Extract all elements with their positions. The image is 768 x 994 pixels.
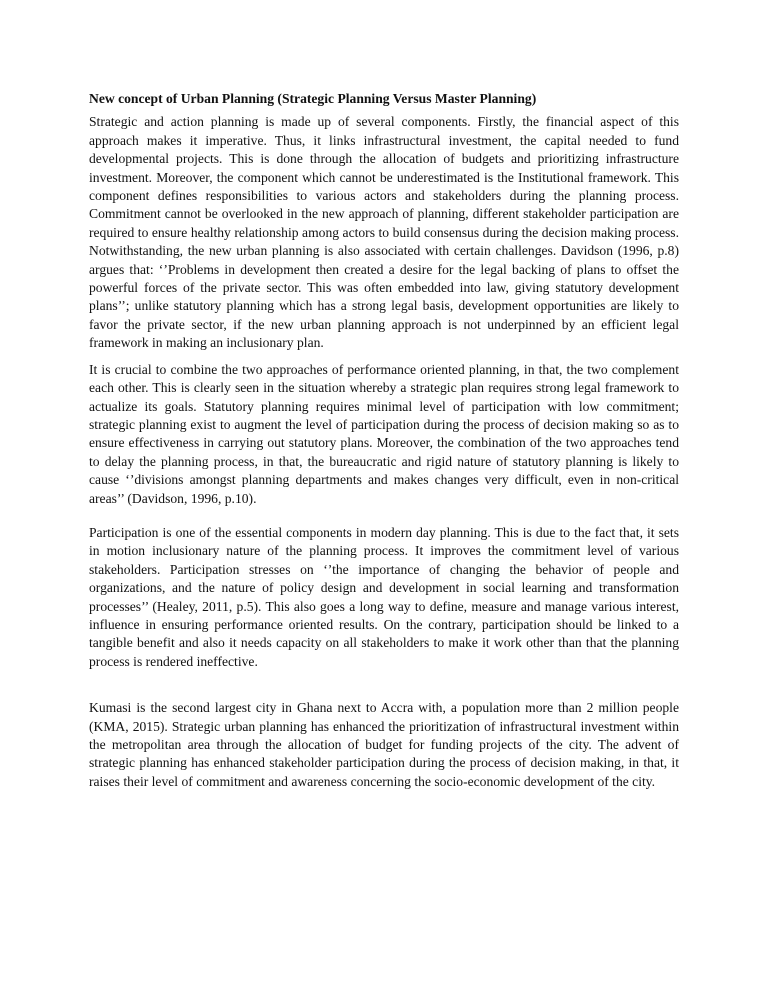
paragraph-kumasi: Kumasi is the second largest city in Ghana next to Accra with, a population more than 2 million people (KMA, 2015). Strategic urban planning has enhanced the prioritization of infrastructural investment within the metropolitan area through the allocation of budget for funding projects of the city. The advent of strategic planning has enhanced stakeholder participation during the process of decision making, in that, it raises their level of commitment and awareness concerning the socio-economic development of the city. bbox=[89, 700, 679, 789]
paragraph-strategic-planning: Strategic and action planning is made up of several components. Firstly, the financial aspect of this approach makes it imperative. Thus, it links infrastructural investment, the capital needed to fund developmental projects. This is done through the allocation of budgets and prioritizing infrastructure investment. Moreover, the component which cannot be underestimated is the Institutional framework. This component defines responsibilities to various actors and stakeholders during the planning process. Commitment cannot be overlooked in the new approach of planning, different stakeholder participation are required to ensure healthy relationship among actors to build consensus during the decision making process. Notwithstanding, the new urban planning is also associated with certain challenges. Davidson (1996, p.8) argues that: ‘’Problems in development then created a desire for the legal backing of plans to offset the powerful forces of the private sector. This was often embedded into law, giving statutory development plans’’; unlike statutory planning which has a strong legal basis, development opportunities are likely to favor the private sector, if the new urban planning approach is not underpinned by an efficient legal framework in making an inclusionary plan. bbox=[89, 114, 679, 351]
document-body bbox=[89, 90, 679, 799]
paragraph-participation: Participation is one of the essential components in modern day planning. This is due to the fact that, it sets in motion inclusionary nature of the planning process. It improves the commitment level of various stakeholders. Participation stresses on ‘’the importance of changing the behavior of people and organizations, and the nature of policy design and development in social learning and transformation processes’’ (Healey, 2011, p.5). This also goes a long way to define, measure and manage various interest, influence in ensuring performance oriented results. On the contrary, participation should be linked to a tangible benefit and also it needs capacity on all stakeholders to make it work other than that the planning process is rendered ineffective. bbox=[89, 524, 679, 669]
paragraph-combining-approaches: It is crucial to combine the two approaches of performance oriented planning, in that, the two complement each other. This is clearly seen in the situation whereby a strategic plan requires strong legal framework to actualize its goals. Statutory planning requires minimal level of participation with low commitment; strategic planning exist to augment the level of participation during the process of decision making so as to ensure effectiveness in carrying out statutory plans. Moreover, the combination of the two approaches tend to delay the planning process, in that, the bureaucratic and rigid nature of statutory planning is likely to cause ‘’divisions amongst planning departments and makes changes very difficult, even in non-critical areas’’ (Davidson, 1996, p.10). bbox=[89, 361, 679, 506]
document-title: New concept of Urban Planning (Strategic Planning Versus Master Planning) bbox=[89, 91, 537, 106]
